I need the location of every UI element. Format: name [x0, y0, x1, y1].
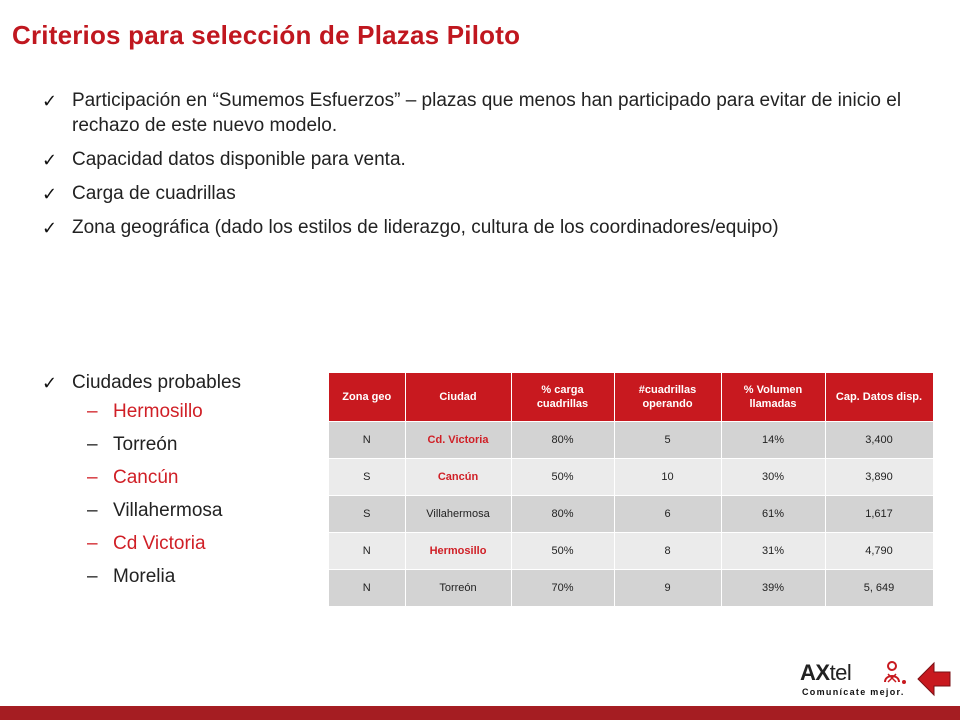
city-name: Morelia	[113, 566, 176, 587]
city-name: Torreón	[113, 434, 178, 455]
cell-volumen: 61%	[721, 496, 825, 533]
criteria-text: Zona geográfica (dado los estilos de liderazgo, cultura de los coordinadores/equipo)	[72, 217, 779, 238]
cities-heading	[42, 370, 342, 395]
cities-block	[42, 370, 342, 599]
header-volumen-llamadas: % Volumen llamadas	[721, 373, 825, 422]
cell-carga: 80%	[511, 422, 614, 459]
check-icon: ✓	[42, 184, 58, 205]
check-icon: ✓	[42, 218, 58, 239]
header-cuadrillas-operando: #cuadrillas operando	[614, 373, 721, 422]
city-item	[87, 467, 342, 489]
cell-cap: 3,890	[825, 459, 933, 496]
table-row	[329, 459, 933, 496]
logo-brand-light: tel	[829, 660, 852, 685]
cell-ciudad: Hermosillo	[405, 533, 511, 570]
criteria-text: Carga de cuadrillas	[72, 183, 236, 204]
cell-carga: 70%	[511, 570, 614, 607]
cell-cap: 1,617	[825, 496, 933, 533]
dash: –	[87, 566, 98, 587]
dash: –	[87, 533, 98, 554]
table-row	[329, 422, 933, 459]
cell-carga: 50%	[511, 533, 614, 570]
header-zona-geo: Zona geo	[329, 373, 405, 422]
logo-wordmark	[800, 660, 851, 686]
cell-zona: N	[329, 422, 405, 459]
cell-zona: S	[329, 496, 405, 533]
cell-volumen: 14%	[721, 422, 825, 459]
back-arrow-icon[interactable]	[916, 660, 952, 698]
cities-list	[42, 401, 342, 588]
city-name: Cancún	[113, 467, 179, 488]
dash: –	[87, 500, 98, 521]
cell-cuadrillas: 6	[614, 496, 721, 533]
cell-cuadrillas: 10	[614, 459, 721, 496]
criteria-item	[42, 88, 902, 138]
cell-cap: 4,790	[825, 533, 933, 570]
city-name: Hermosillo	[113, 401, 203, 422]
table-header-row	[329, 373, 933, 422]
header-carga-cuadrillas: % carga cuadrillas	[511, 373, 614, 422]
check-icon: ✓	[42, 91, 58, 112]
cell-ciudad: Villahermosa	[405, 496, 511, 533]
check-icon: ✓	[42, 373, 58, 394]
cell-cap: 3,400	[825, 422, 933, 459]
cell-ciudad: Cancún	[405, 459, 511, 496]
table-row	[329, 496, 933, 533]
dash: –	[87, 467, 98, 488]
check-icon: ✓	[42, 150, 58, 171]
logo-tagline: Comunícate mejor.	[802, 687, 905, 697]
criteria-item	[42, 147, 902, 172]
cell-ciudad: Torreón	[405, 570, 511, 607]
criteria-item	[42, 215, 902, 240]
criteria-list	[42, 88, 902, 249]
cell-cap: 5, 649	[825, 570, 933, 607]
table-row	[329, 533, 933, 570]
cell-carga: 80%	[511, 496, 614, 533]
city-item	[87, 401, 342, 423]
city-item	[87, 566, 342, 588]
cell-zona: S	[329, 459, 405, 496]
axtel-logo	[800, 660, 910, 700]
cell-zona: N	[329, 570, 405, 607]
city-name: Cd Victoria	[113, 533, 206, 554]
city-name: Villahermosa	[113, 500, 223, 521]
dash: –	[87, 434, 98, 455]
cell-cuadrillas: 5	[614, 422, 721, 459]
cities-heading-text: Ciudades probables	[72, 372, 242, 393]
city-item	[87, 434, 342, 456]
header-ciudad: Ciudad	[405, 373, 511, 422]
cell-volumen: 39%	[721, 570, 825, 607]
cell-carga: 50%	[511, 459, 614, 496]
cell-cuadrillas: 9	[614, 570, 721, 607]
axtel-person-icon	[882, 660, 908, 686]
logo-brand-bold: AX	[800, 660, 830, 685]
bottom-bar	[0, 706, 960, 720]
table-row	[329, 570, 933, 607]
criteria-item	[42, 181, 902, 206]
plazas-table	[329, 373, 934, 606]
cell-volumen: 31%	[721, 533, 825, 570]
city-item	[87, 500, 342, 522]
header-cap-datos: Cap. Datos disp.	[825, 373, 933, 422]
cell-volumen: 30%	[721, 459, 825, 496]
page-title: Criterios para selección de Plazas Piloto	[12, 20, 521, 50]
cell-ciudad: Cd. Victoria	[405, 422, 511, 459]
criteria-text: Capacidad datos disponible para venta.	[72, 149, 406, 170]
dash: –	[87, 401, 98, 422]
cell-zona: N	[329, 533, 405, 570]
criteria-text: Participación en “Sumemos Esfuerzos” – plazas que menos han participado para evitar de inicio el rechazo de este nuevo modelo.	[72, 90, 902, 136]
city-item	[87, 533, 342, 555]
cell-cuadrillas: 8	[614, 533, 721, 570]
